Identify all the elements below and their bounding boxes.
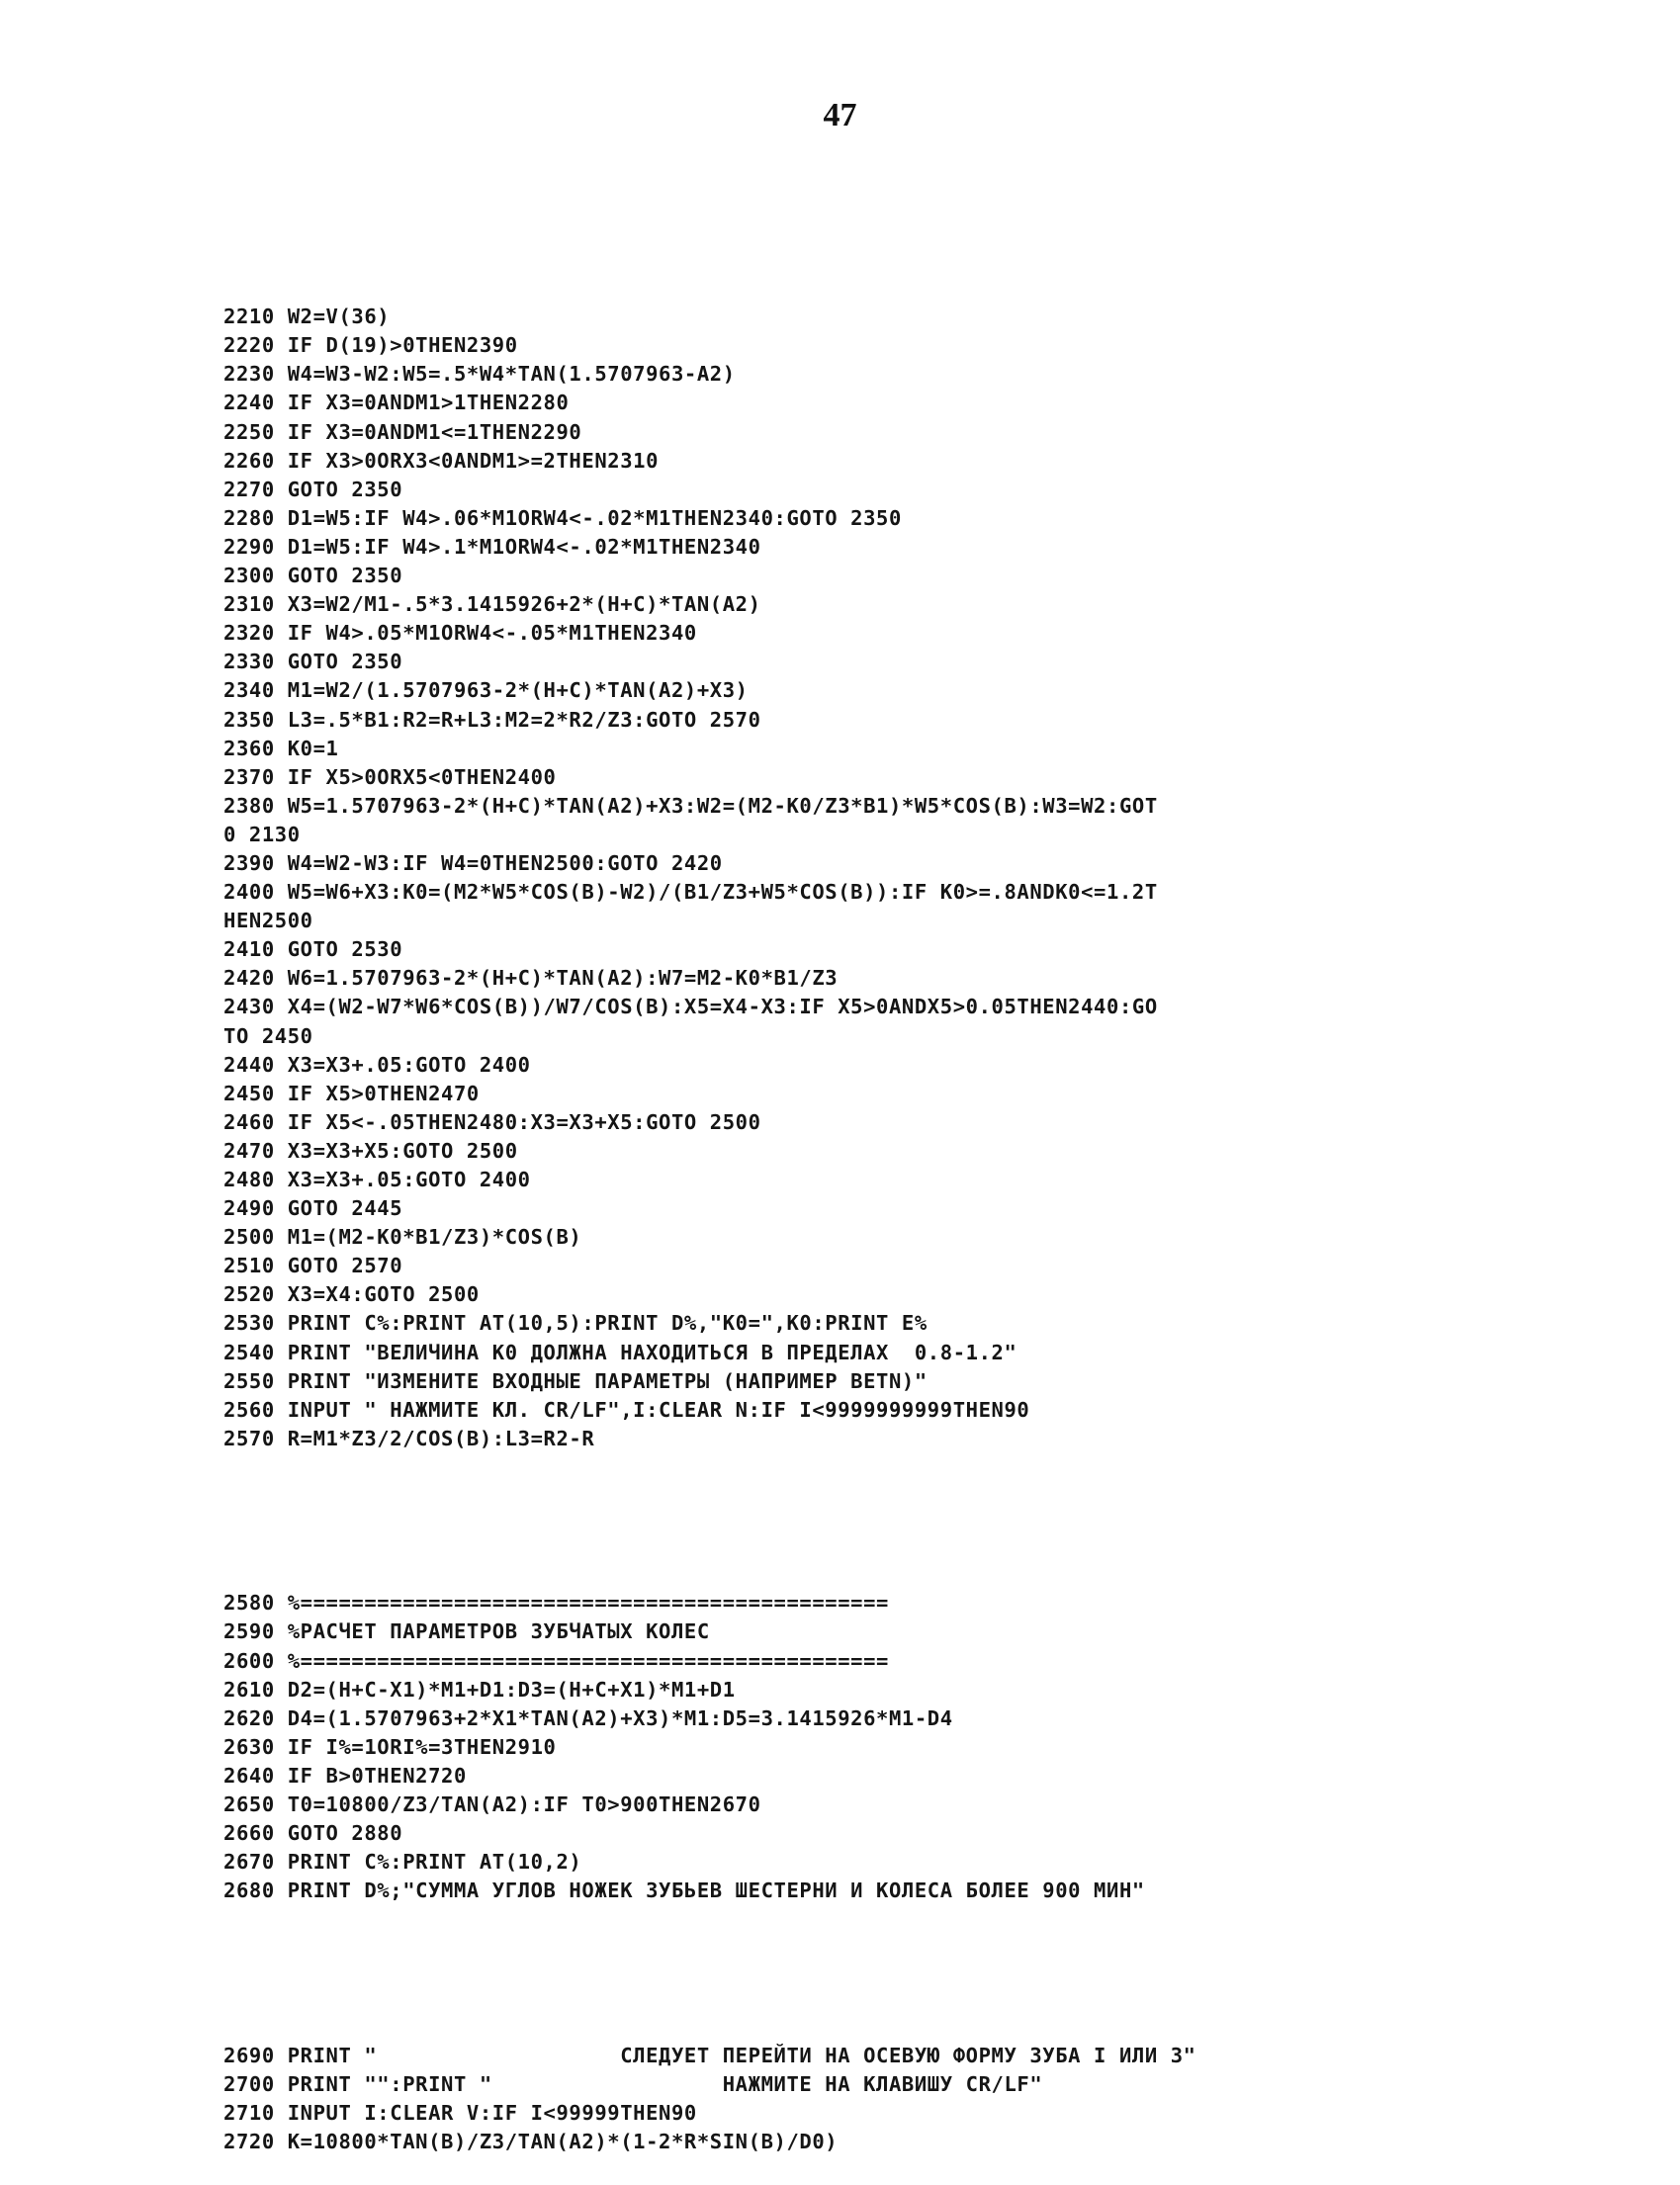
code-line: 0 2130 xyxy=(223,822,301,846)
code-line: 2710 INPUT I:CLEAR V:IF I<99999THEN90 xyxy=(223,2100,697,2125)
code-line: 2640 IF B>0THEN2720 xyxy=(223,1763,467,1788)
code-line: 2520 X3=X4:GOTO 2500 xyxy=(223,1282,480,1307)
listing-block-1 xyxy=(223,303,1608,1453)
code-line: 2240 IF X3=0ANDM1>1THEN2280 xyxy=(223,391,570,415)
code-line: 2530 PRINT C%:PRINT AT(10,5):PRINT D%,"K0=",K0:PRINT E% xyxy=(223,1311,928,1336)
listing-block-3 xyxy=(223,2042,1608,2156)
code-line: 2360 K0=1 xyxy=(223,736,339,760)
code-line: 2420 W6=1.5707963-2*(H+C)*TAN(A2):W7=M2-K0*B1/Z3 xyxy=(223,966,839,991)
code-line: 2440 X3=X3+.05:GOTO 2400 xyxy=(223,1052,531,1077)
code-line: HEN2500 xyxy=(223,909,313,933)
code-line: 2540 PRINT "ВЕЛИЧИНА K0 ДОЛЖНА НАХОДИТЬСЯ В ПРЕДЕЛАХ 0.8-1.2" xyxy=(223,1340,1017,1364)
code-line: 2460 IF X5<-.05THEN2480:X3=X3+X5:GOTO 2500 xyxy=(223,1109,761,1134)
block-gap xyxy=(223,1511,1608,1531)
code-line: TO 2450 xyxy=(223,1023,313,1048)
code-line: 2600 %============================================== xyxy=(223,1648,889,1673)
code-line: 2290 D1=W5:IF W4>.1*M1ORW4<-.02*M1THEN2340 xyxy=(223,534,761,559)
code-line: 2380 W5=1.5707963-2*(H+C)*TAN(A2)+X3:W2=(M2-K0/Z3*B1)*W5*COS(B):W3=W2:GOT xyxy=(223,793,1158,818)
code-line: 2430 X4=(W2-W7*W6*COS(B))/W7/COS(B):X5=X4-X3:IF X5>0ANDX5>0.05THEN2440:GO xyxy=(223,995,1158,1019)
basic-program-listing xyxy=(223,245,1608,2185)
code-line: 2450 IF X5>0THEN2470 xyxy=(223,1081,480,1105)
code-line: 2620 D4=(1.5707963+2*X1*TAN(A2)+X3)*M1:D5=3.1415926*M1-D4 xyxy=(223,1705,953,1730)
code-line: 2310 X3=W2/M1-.5*3.1415926+2*(H+C)*TAN(A2) xyxy=(223,592,761,617)
code-line: 2720 K=10800*TAN(B)/Z3/TAN(A2)*(1-2*R*SIN(B)/D0) xyxy=(223,2130,839,2153)
block-gap xyxy=(223,1964,1608,1984)
listing-block-2 xyxy=(223,1589,1608,1905)
code-line: 2550 PRINT "ИЗМЕНИТЕ ВХОДНЫЕ ПАРАМЕТРЫ (НАПРИМЕР BETN)" xyxy=(223,1368,928,1393)
code-line: 2320 IF W4>.05*M1ORW4<-.05*M1THEN2340 xyxy=(223,621,697,646)
code-line: 2610 D2=(H+C-X1)*M1+D1:D3=(H+C+X1)*M1+D1 xyxy=(223,1677,736,1702)
code-line: 2300 GOTO 2350 xyxy=(223,564,403,588)
code-line: 2490 GOTO 2445 xyxy=(223,1196,403,1221)
code-line: 2270 GOTO 2350 xyxy=(223,477,403,501)
page-number: 47 xyxy=(823,97,857,133)
code-line: 2280 D1=W5:IF W4>.06*M1ORW4<-.02*M1THEN2340:GOTO 2350 xyxy=(223,505,902,530)
code-line: 2350 L3=.5*B1:R2=R+L3:M2=2*R2/Z3:GOTO 2570 xyxy=(223,707,761,732)
code-line: 2690 PRINT " СЛЕДУЕТ ПЕРЕЙТИ НА ОСЕВУЮ ФОРМУ ЗУБА I ИЛИ 3" xyxy=(223,2043,1196,2067)
code-line: 2500 M1=(M2-K0*B1/Z3)*COS(B) xyxy=(223,1225,582,1250)
code-line: 2590 %РАСЧЕТ ПАРАМЕТРОВ ЗУБЧАТЫХ КОЛЕС xyxy=(223,1619,710,1644)
code-line: 2230 W4=W3-W2:W5=.5*W4*TAN(1.5707963-A2) xyxy=(223,362,736,387)
code-line: 2480 X3=X3+.05:GOTO 2400 xyxy=(223,1168,531,1191)
code-line: 2570 R=M1*Z3/2/COS(B):L3=R2-R xyxy=(223,1426,595,1450)
code-line: 2340 M1=W2/(1.5707963-2*(H+C)*TAN(A2)+X3) xyxy=(223,678,749,703)
code-line: 2260 IF X3>0ORX3<0ANDM1>=2THEN2310 xyxy=(223,448,660,473)
code-line: 2330 GOTO 2350 xyxy=(223,650,403,674)
code-line: 2470 X3=X3+X5:GOTO 2500 xyxy=(223,1138,518,1163)
code-line: 2510 GOTO 2570 xyxy=(223,1254,403,1278)
code-line: 2400 W5=W6+X3:K0=(M2*W5*COS(B)-W2)/(B1/Z3+W5*COS(B)):IF K0>=.8ANDK0<=1.2T xyxy=(223,880,1158,905)
code-line: 2370 IF X5>0ORX5<0THEN2400 xyxy=(223,764,557,789)
code-line: 2670 PRINT C%:PRINT AT(10,2) xyxy=(223,1850,582,1875)
code-line: 2660 GOTO 2880 xyxy=(223,1821,403,1846)
code-line: 2560 INPUT " НАЖМИТЕ КЛ. CR/LF",I:CLEAR N:IF I<9999999999THEN90 xyxy=(223,1397,1030,1422)
code-line: 2250 IF X3=0ANDM1<=1THEN2290 xyxy=(223,419,582,444)
code-line: 2680 PRINT D%;"СУММА УГЛОВ НОЖЕК ЗУБЬЕВ ШЕСТЕРНИ И КОЛЕСА БОЛЕЕ 900 МИН" xyxy=(223,1879,1145,1903)
code-line: 2630 IF I%=1ORI%=3THEN2910 xyxy=(223,1734,557,1759)
code-line: 2580 %============================================== xyxy=(223,1591,889,1616)
code-line: 2410 GOTO 2530 xyxy=(223,937,403,962)
code-line: 2210 W2=V(36) xyxy=(223,305,391,329)
code-line: 2220 IF D(19)>0THEN2390 xyxy=(223,333,518,358)
code-line: 2650 T0=10800/Z3/TAN(A2):IF T0>900THEN2670 xyxy=(223,1792,761,1816)
code-line: 2390 W4=W2-W3:IF W4=0THEN2500:GOTO 2420 xyxy=(223,850,723,875)
code-line: 2700 PRINT "":PRINT " НАЖМИТЕ НА КЛАВИШУ CR/LF" xyxy=(223,2071,1043,2096)
